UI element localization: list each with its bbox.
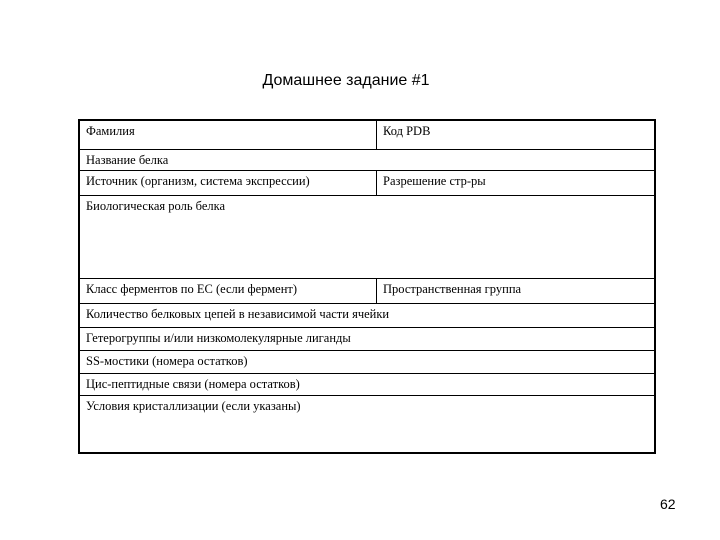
field-enzyme-class[interactable]: Класс ферментов по ЕС (если фермент) bbox=[86, 282, 298, 296]
field-ss-bridges[interactable]: SS-мостики (номера остатков) bbox=[86, 354, 248, 368]
homework-form bbox=[78, 119, 656, 454]
form-row-chain-count bbox=[80, 303, 654, 328]
form-row-enzyme-class bbox=[80, 278, 654, 304]
form-row-crystallization bbox=[80, 395, 654, 453]
field-biological-role[interactable]: Биологическая роль белка bbox=[86, 199, 226, 213]
field-cis-peptide[interactable]: Цис-пептидные связи (номера остатков) bbox=[86, 377, 300, 391]
page-title: Домашнее задание #1 bbox=[262, 72, 430, 89]
form-row-cis-peptide bbox=[80, 373, 654, 396]
form-row-surname bbox=[80, 121, 654, 149]
field-heterogroups[interactable]: Гетерогруппы и/или низкомолекулярные лиганды bbox=[86, 331, 351, 345]
field-source[interactable]: Источник (организм, система экспрессии) bbox=[86, 174, 310, 188]
form-row-ss-bridges bbox=[80, 350, 654, 374]
field-resolution[interactable]: Разрешение стр-ры bbox=[376, 171, 654, 196]
field-pdb-code[interactable]: Код PDB bbox=[376, 121, 654, 149]
form-row-protein-name bbox=[80, 149, 654, 171]
field-space-group[interactable]: Пространственная группа bbox=[376, 279, 654, 304]
field-chain-count[interactable]: Количество белковых цепей в независимой части ячейки bbox=[86, 307, 390, 321]
form-row-heterogroups bbox=[80, 327, 654, 351]
page-number: 62 bbox=[660, 496, 676, 512]
field-crystallization[interactable]: Условия кристаллизации (если указаны) bbox=[86, 399, 301, 413]
form-row-source bbox=[80, 170, 654, 196]
form-row-biological-role bbox=[80, 195, 654, 279]
field-protein-name[interactable]: Название белка bbox=[86, 153, 169, 167]
field-surname[interactable]: Фамилия bbox=[86, 124, 135, 138]
